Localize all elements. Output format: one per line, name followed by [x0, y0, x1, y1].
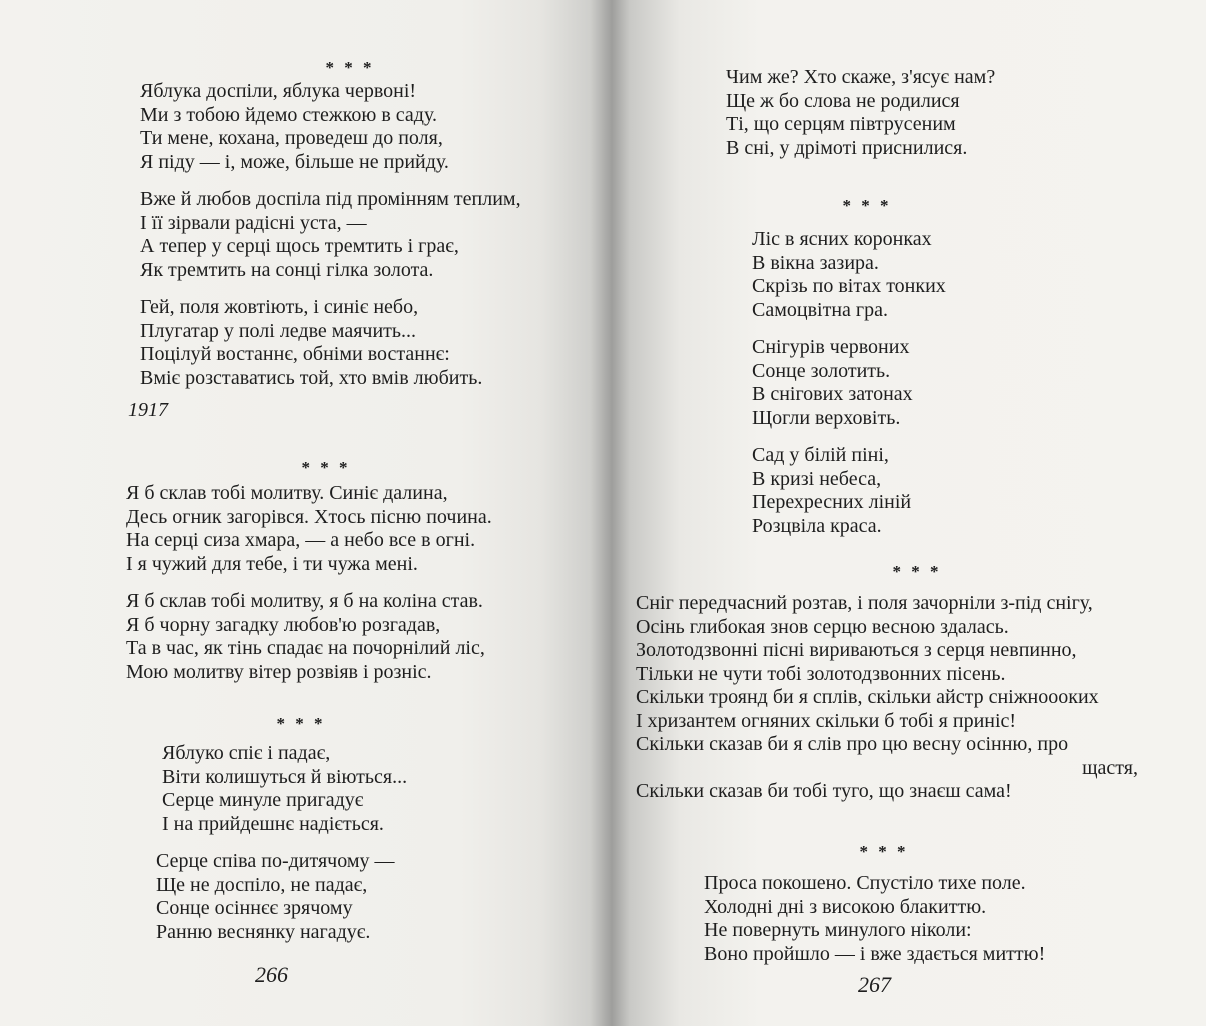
- poem-apples: [128, 58, 560, 422]
- stanza: [752, 336, 992, 430]
- verse-line: Ти мене, кохана, проведеш до поля,: [140, 127, 443, 149]
- verse-line: Яблука доспіли, яблука червоні!: [140, 80, 417, 102]
- verse-line: І хризантем огняних скільки б тобі я приніс!: [636, 709, 1017, 732]
- stanza: [156, 850, 456, 944]
- verse-line: Я б чорну загадку любов'ю розгадав,: [126, 613, 441, 636]
- verse-line: Сонце осіннєє зрячому: [156, 897, 353, 919]
- verse-line: Ще ж бо слова не родилися: [726, 89, 960, 112]
- verse-line: Плугатар у полі ледве маячить...: [140, 319, 417, 342]
- poem-millet: [704, 842, 1104, 980]
- page-number: 266: [255, 962, 288, 987]
- verse-line: Скільки троянд би я сплів, скільки айстр сніжноооких: [636, 686, 1099, 708]
- verse-line: Воно пройшло — і вже здається миттю!: [704, 942, 1046, 965]
- verse-line: Тільки не чути тобі золотодзвонних пісень.: [636, 662, 1006, 685]
- poem-snow: [636, 562, 1138, 804]
- verse-line: Серце минуле пригадує: [162, 789, 364, 811]
- verse-line: Вже й любов доспіла під промінням теплим,: [140, 188, 521, 210]
- section-stars: * * *: [276, 714, 326, 733]
- verse-line: Ранню веснянку нагадує.: [156, 920, 371, 943]
- verse-line: Золотодзвонні пісні вириваються з серця невпинно,: [636, 639, 1077, 661]
- verse-line: Мою молитву вітер розвіяв і розніс.: [126, 660, 432, 683]
- section-stars: * * *: [859, 842, 909, 861]
- verse-line: Сніг передчасний розтав, і поля зачорніли з-під снігу,: [636, 592, 1093, 614]
- verse-line: Ми з тобою йдемо стежкою в саду.: [140, 103, 437, 126]
- poem-continuation: [726, 66, 1066, 174]
- verse-line: А тепер у серці щось тремтить і грає,: [140, 235, 459, 257]
- verse-line: Яблуко спіє і падає,: [162, 742, 331, 764]
- verse-line: Скільки сказав би тобі туго, що знаєш сама!: [636, 780, 1012, 802]
- verse-line: Холодні дні з високою блакиттю.: [704, 895, 987, 918]
- verse-line: Ті, що серцям півтрусеним: [726, 113, 956, 135]
- page-number: 267: [858, 972, 891, 997]
- verse-line: Як тремтить на сонці гілка золота.: [140, 258, 434, 281]
- left-page: [0, 0, 600, 1026]
- poem-apple-falls: [156, 714, 456, 958]
- verse-line: Перехресних ліній: [752, 491, 912, 513]
- verse-line: Серце співа по-дитячому —: [156, 850, 395, 872]
- verse-line: Сонце золотить.: [752, 359, 891, 382]
- stanza: [140, 188, 560, 282]
- stanza: [752, 228, 992, 322]
- verse-line: Віти колишуться й віються...: [162, 765, 408, 788]
- verse-line: Самоцвітна гра.: [752, 298, 888, 321]
- stanza: [162, 742, 456, 836]
- verse-line: Проса покошено. Спустіло тихе поле.: [704, 872, 1026, 894]
- verse-line: І я чужий для тебе, і ти чужа мені.: [126, 552, 418, 575]
- verse-line: Не повернуть минулого ніколи:: [704, 919, 972, 941]
- section-stars: * * *: [301, 458, 351, 477]
- verse-line: Скрізь по вітах тонких: [752, 275, 946, 297]
- verse-line: Поцілуй востаннє, обніми востаннє:: [140, 343, 450, 365]
- verse-line: Щогли верховіть.: [752, 406, 901, 429]
- verse-line: В кризі небеса,: [752, 467, 882, 490]
- verse-line: Чим же? Хто скаже, з'ясує нам?: [726, 66, 996, 88]
- stanza: [140, 296, 560, 390]
- section-stars: * * *: [892, 562, 942, 581]
- poem-forest: [752, 196, 992, 552]
- verse-line: Розцвіла краса.: [752, 514, 882, 537]
- verse-line: Вміє розставатись той, хто вмів любить.: [140, 366, 483, 389]
- stanza: [704, 872, 1104, 966]
- verse-line: Осінь глибокая знов серцю весною здалась.: [636, 615, 1009, 638]
- verse-line: Ще не доспіло, не падає,: [156, 873, 368, 896]
- verse-line: В снігових затонах: [752, 383, 913, 405]
- verse-line-continuation: щастя,: [1082, 756, 1138, 779]
- verse-line: Скільки сказав би я слів про цю весну осінню, про: [636, 733, 1069, 755]
- verse-line: І на прийдешнє надіється.: [162, 812, 384, 835]
- verse-line: На серці сиза хмара, — а небо все в огні.: [126, 529, 476, 551]
- section-stars: * * *: [325, 58, 375, 77]
- section-stars: * * *: [842, 196, 892, 215]
- stanza: [726, 66, 1066, 160]
- stanza: [126, 482, 556, 576]
- verse-line: Сад у білій піні,: [752, 444, 889, 466]
- verse-line: Гей, поля жовтіють, і синіє небо,: [140, 296, 419, 318]
- poem-prayer: [126, 458, 556, 698]
- verse-line: Я б склав тобі молитву, я б на коліна став.: [126, 590, 483, 612]
- verse-line: Я б склав тобі молитву. Синіє далина,: [126, 482, 448, 504]
- right-page: [606, 0, 1206, 1026]
- stanza: [140, 80, 560, 174]
- stanza: [126, 590, 556, 684]
- verse-line: Десь огник загорівся. Хтось пісню почина.: [126, 505, 492, 528]
- verse-line: В вікна зазира.: [752, 251, 879, 274]
- verse-line: Снігурів червоних: [752, 336, 910, 358]
- verse-line: Ліс в ясних коронках: [752, 228, 932, 250]
- poem-date: 1917: [128, 399, 168, 421]
- verse-line: Та в час, як тінь спадає на почорнілий ліс,: [126, 637, 485, 659]
- verse-line: І її зірвали радісні уста, —: [140, 211, 367, 234]
- verse-line: В сні, у дрімоті приснилися.: [726, 136, 968, 159]
- stanza: [752, 444, 992, 538]
- verse-line: Я піду — і, може, більше не прийду.: [140, 150, 449, 173]
